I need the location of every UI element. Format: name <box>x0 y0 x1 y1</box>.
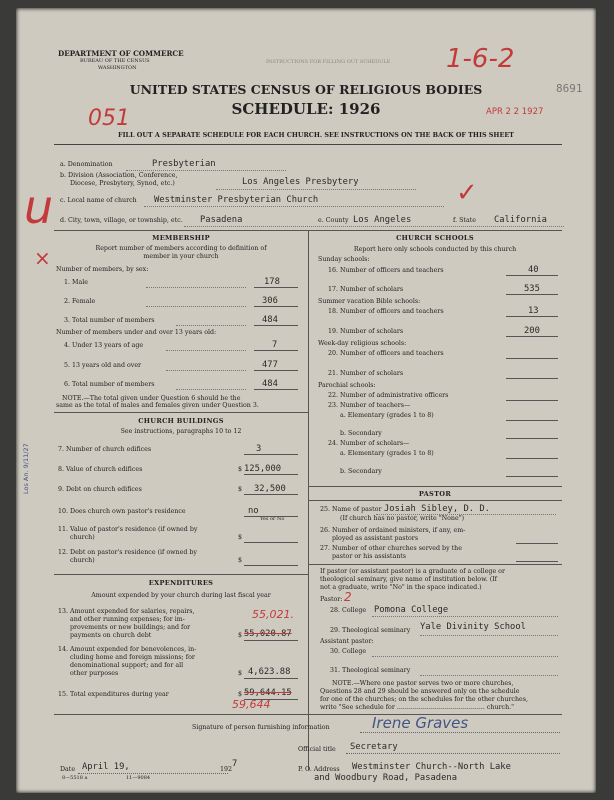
received-stamp: APR 2 2 1927 <box>486 107 544 117</box>
sunday-label: Sunday schools: <box>318 256 370 263</box>
division-value: Los Angeles Presbytery <box>242 177 359 187</box>
q17-value: 535 <box>524 284 540 294</box>
q15-label: 15. Total expenditures during year <box>58 691 169 698</box>
red-letter-mark: u <box>24 180 54 234</box>
pastor-intro-2: theological seminary, give name of institution below. (If <box>320 576 498 583</box>
membership-note-2: same as the total of males and females given under Question 3. <box>56 402 259 409</box>
q3-label: 3. Total number of members <box>64 317 155 324</box>
q13-label-1: 13. Amount expended for salaries, repairs, <box>58 608 195 615</box>
q26-label-1: 26. Number of ordained ministers, if any, em- <box>320 527 466 534</box>
department-label: DEPARTMENT OF COMMERCE <box>58 49 184 58</box>
q30-label: 30. College <box>330 648 367 655</box>
q28-label: 28. College <box>330 607 367 614</box>
schools-title: CHURCH SCHOOLS <box>396 234 474 242</box>
assistant-pastor-label: Assistant pastor: <box>320 638 374 645</box>
q18-label: 18. Number of officers and teachers <box>328 308 444 315</box>
pastor-label: Pastor: <box>320 596 343 603</box>
q21-label: 21. Number of scholars <box>328 370 404 377</box>
margin-note: Los An. 9/11/27 <box>22 443 30 494</box>
pastor-intro-1: If pastor (or assistant pastor) is a graduate of a college or <box>320 568 505 575</box>
q24-label: 24. Number of scholars— <box>328 440 410 447</box>
q24a-label: a. Elementary (grades 1 to 8) <box>340 450 434 457</box>
q19-value: 200 <box>524 326 540 336</box>
pastor-title: PASTOR <box>418 490 452 498</box>
q15-correction: 59,644 <box>232 698 271 711</box>
weekday-label: Week-day religious schools: <box>318 340 407 347</box>
q11-label-1: 11. Value of pastor's residence (if owned by <box>58 526 198 533</box>
expenditures-sub: Amount expended by your church during last fiscal year <box>91 592 271 599</box>
division-label-2: Diocese, Presbytery, Synod, etc.) <box>70 180 175 187</box>
q11-label-2: church) <box>70 534 95 541</box>
q18-value: 13 <box>528 306 539 316</box>
q17-label: 17. Number of scholars <box>328 286 404 293</box>
q16-label: 16. Number of officers and teachers <box>328 267 444 274</box>
form-title: UNITED STATES CENSUS OF RELIGIOUS BODIES <box>129 82 483 97</box>
faint-instructions: INSTRUCTIONS FOR FILLING OUT SCHEDULE <box>266 59 391 65</box>
red-check-mark: ✓ <box>456 178 478 208</box>
pastor-note-1: NOTE.—Where one pastor serves two or more churches, <box>332 680 514 687</box>
date-label: Date <box>60 766 76 773</box>
q20-label: 20. Number of officers and teachers <box>328 350 444 357</box>
q5-label: 5. 13 years old and over <box>64 362 142 369</box>
signature-value: Irene Graves <box>372 714 469 732</box>
state-label: f. State <box>453 217 476 224</box>
q7-value: 3 <box>256 444 262 454</box>
po-address-line-1: Westminster Church--North Lake <box>352 762 511 772</box>
city-label: d. City, town, village, or township, etc. <box>60 217 183 224</box>
local-name-value: Westminster Presbyterian Church <box>154 195 319 205</box>
expenditures-title: EXPENDITURES <box>148 579 214 587</box>
po-address-line-2: and Woodbury Road, Pasadena <box>314 773 457 783</box>
q28-value: Pomona College <box>374 605 449 615</box>
q29-value: Yale Divinity School <box>420 622 526 632</box>
form-number: 8—5518 a <box>62 775 88 781</box>
q14-value: 4,623.88 <box>248 667 291 677</box>
q14-label-4: other purposes <box>70 670 119 677</box>
q14-label-1: 14. Amount expended for benevolences, in- <box>58 646 197 653</box>
date-value: April 19, <box>82 762 130 772</box>
q12-label-2: church) <box>70 557 95 564</box>
q29-label: 29. Theological seminary <box>330 627 411 634</box>
q13-label-2: and other running expenses; for im- <box>70 616 185 623</box>
q1-label: 1. Male <box>64 279 88 286</box>
q13-correction: 55,021. <box>252 608 294 621</box>
q25-label: 25. Name of pastor <box>320 506 382 513</box>
q26-label-2: ployed as assistant pastors <box>332 535 419 542</box>
year-digit: 7 <box>232 759 238 769</box>
q14-label-3: denominational support; and for all <box>70 662 184 669</box>
q23b-label: b. Secondary <box>340 430 382 437</box>
year-prefix: 192 <box>220 766 233 773</box>
q9-label: 9. Debt on church edifices <box>58 486 142 493</box>
serial-number: 8691 <box>556 82 583 95</box>
q12-label-1: 12. Debt on pastor's residence (if owned by <box>58 549 197 556</box>
q13-value: 55,020.87 <box>244 629 292 639</box>
q2-value: 306 <box>262 296 278 306</box>
bureau-label: BUREAU OF THE CENSUS <box>80 58 150 64</box>
q23-label: 23. Number of teachers— <box>328 402 411 409</box>
q8-label: 8. Value of church edifices <box>58 466 143 473</box>
q6-label: 6. Total number of members <box>64 381 155 388</box>
q3-value: 484 <box>262 315 278 325</box>
q13-label-4: payments on church debt <box>70 632 152 639</box>
county-label: e. County <box>318 217 349 224</box>
pastor-intro-3: not a graduate, write "No" in the space indicated.) <box>320 584 482 591</box>
parochial-label: Parochial schools: <box>318 382 376 389</box>
schedule-title: SCHEDULE: 1926 <box>231 100 381 118</box>
q7-label: 7. Number of church edifices <box>58 446 152 453</box>
handwritten-number: 051 <box>88 106 130 131</box>
pastor-note-2: Questions 28 and 29 should be answered only on the schedule <box>320 688 520 695</box>
q22-label: 22. Number of administrative officers <box>328 392 449 399</box>
buildings-sub: See instructions, paragraphs 10 to 12 <box>120 428 242 435</box>
age-label: Number of members under and over 13 years old: <box>56 329 217 336</box>
official-title-label: Official title <box>298 746 336 753</box>
form-number-2: 11—9084 <box>126 775 151 781</box>
q6-value: 484 <box>262 379 278 389</box>
q15-value: 59,644.15 <box>244 688 292 698</box>
instruction-line: FILL OUT A SEPARATE SCHEDULE FOR EACH CHURCH. SEE INSTRUCTIONS ON THE BACK OF THIS SHEET <box>118 131 514 139</box>
pastor-note-4: write "See schedule for ............................................ church." <box>320 704 515 711</box>
po-address-label: P. O. Address <box>298 766 340 773</box>
signature-label: Signature of person furnishing information <box>192 724 330 731</box>
q13-label-3: provements or new buildings; and for <box>70 624 191 631</box>
q19-label: 19. Number of scholars <box>328 328 404 335</box>
q9-value: 32,500 <box>254 484 286 494</box>
census-schedule-sheet: DEPARTMENT OF COMMERCE BUREAU OF THE CENSUS WASHINGTON INSTRUCTIONS FOR FILLING OUT SCHEDULE 1-6-2 8691 UNITED STATES CENSUS OF RELIGIOUS BODIES SCHEDULE: 1926 APR 2 2 1927 051 FILL OUT A SEPARATE SCHEDULE FOR EACH CHURCH. SEE INSTRUCTIONS ON THE BACK OF THIS SHEET u × a. Denomination Presbyterian b. Division (Association, Conference, Diocese, Presbytery, Synod, etc.) Los Angeles Presbytery c. Local name of church Westminster Presbyterian Church ✓ d. City, town, village, or township, etc. Pasadena e. County Los Angeles f. State California MEMBERSHIP Report number of members according to definition of member in your church Number of members, by sex: 1. Male 178 2. Female 306 3. Total number of members 484 Number of members under and over 13 years old: 4. Under 13 years of age 7 5. 13 years old and over 477 6. Total number of members 484 NOTE.—The total given under Question 6 should be the same as the total of males and females given under Question 3. Los An. 9/11/27 CHURCH BUILDINGS See instructions, paragraphs 10 to 12 7. Number of church edifices 3 8. Value of church edifices $ 125,000 9. Debt on church edifices $ 32,500 10. Does church own pastor's residence no Yes or No 11. Value of pastor's residence (if owned by church) $ 12. Debt on pastor's residence (if owned by church) $ EXPENDITURES Amount expended by your church during last fiscal year 13. Amount expended for salaries, repairs, and other running expenses; for im- provements or new buildings; and for payments on church debt 55,021. $ 55,020.87 14. Amount expended for benevolences, in- cluding home and foreign missions; for denominational support; and for all other purposes $ 4,623.88 15. Total expenditures during year $ 59,644.15 59,644 CHURCH SCHOOLS Report here only schools conducted by this church Sunday schools: 16. Number of officers and teachers 40 17. Number of scholars 535 Summer vacation Bible schools: 18. Number of officers and teachers 13 19. Number of scholars 200 Week-day religious schools: 20. Number of officers and teachers 21. Number of scholars Parochial schools: 22. Number of administrative officers 23. Number of teachers— a. Elementary (grades 1 to 8) b. Secondary 24. Number of scholars— a. Elementary (grades 1 to 8) b. Secondary PASTOR 25. Name of pastor Josiah Sibley, D. D. (If church has no pastor, write "None") 26. Number of ordained ministers, if any, em- ployed as assistant pastors 27. Number of other churches served by the pastor or his assistants If pastor (or assistant pastor) is a graduate of a college or theological seminary, give name of institution below. (If not a graduate, write "No" in the space indicated.) Pastor: 2 28. College Pomona College 29. Theological seminary Yale Divinity School Assistant pastor: 30. College 31. Theological seminary NOTE.—Where one pastor serves two or more churches, Questions 28 and 29 should be answered only on the schedule for one of the churches; on the schedules for the other churches, write "See schedule for ............................................ church." Signature of person furnishing information Irene Graves Official title Secretary Date April 19, 192 7 8—5518 a 11—9084 P. O. Address Westminster Church--North Lake and Woodbury Road, Pasadena <box>16 8 596 793</box>
q10-value: no <box>248 506 259 516</box>
membership-sub-2: member in your church <box>143 253 219 260</box>
q1-value: 178 <box>264 277 280 287</box>
membership-sub-1: Report number of members according to definition of <box>95 245 267 252</box>
yes-or-no-hint: Yes or No <box>260 516 285 522</box>
pastor-note-3: for one of the churches; on the schedules for the other churches, <box>320 696 528 703</box>
state-value: California <box>494 215 547 225</box>
membership-title: MEMBERSHIP <box>152 234 210 242</box>
q23a-label: a. Elementary (grades 1 to 8) <box>340 412 434 419</box>
q27-label-1: 27. Number of other churches served by the <box>320 545 462 552</box>
handwritten-code: 1-6-2 <box>446 44 515 74</box>
q16-value: 40 <box>528 265 539 275</box>
q10-label: 10. Does church own pastor's residence <box>58 508 186 515</box>
q24b-label: b. Secondary <box>340 468 382 475</box>
city-value: Pasadena <box>200 215 243 225</box>
q4-value: 7 <box>272 340 278 350</box>
pastor-hand-mark: 2 <box>344 590 352 604</box>
membership-note-1: NOTE.—The total given under Question 6 should be the <box>62 395 241 402</box>
q2-label: 2. Female <box>64 298 96 305</box>
official-title-value: Secretary <box>350 742 398 752</box>
city-label: WASHINGTON <box>98 65 137 71</box>
q5-value: 477 <box>262 360 278 370</box>
q4-label: 4. Under 13 years of age <box>64 342 144 349</box>
q31-label: 31. Theological seminary <box>330 667 411 674</box>
q25-note: (If church has no pastor, write "None") <box>340 515 465 522</box>
schools-sub: Report here only schools conducted by this church <box>353 246 517 253</box>
q27-label-2: pastor or his assistants <box>332 553 407 560</box>
denomination-value: Presbyterian <box>152 159 216 169</box>
members-by-sex-label: Number of members, by sex: <box>56 266 149 273</box>
q14-label-2: cluding home and foreign missions; for <box>70 654 195 661</box>
summer-label: Summer vacation Bible schools: <box>318 298 421 305</box>
red-x-mark: × <box>34 246 51 270</box>
local-name-label: c. Local name of church <box>60 197 137 204</box>
q8-value: 125,000 <box>244 464 282 474</box>
denomination-label: a. Denomination <box>60 161 113 168</box>
division-label-1: b. Division (Association, Conference, <box>60 172 178 179</box>
q25-value: Josiah Sibley, D. D. <box>384 504 490 514</box>
county-value: Los Angeles <box>353 215 412 225</box>
buildings-title: CHURCH BUILDINGS <box>138 417 224 425</box>
